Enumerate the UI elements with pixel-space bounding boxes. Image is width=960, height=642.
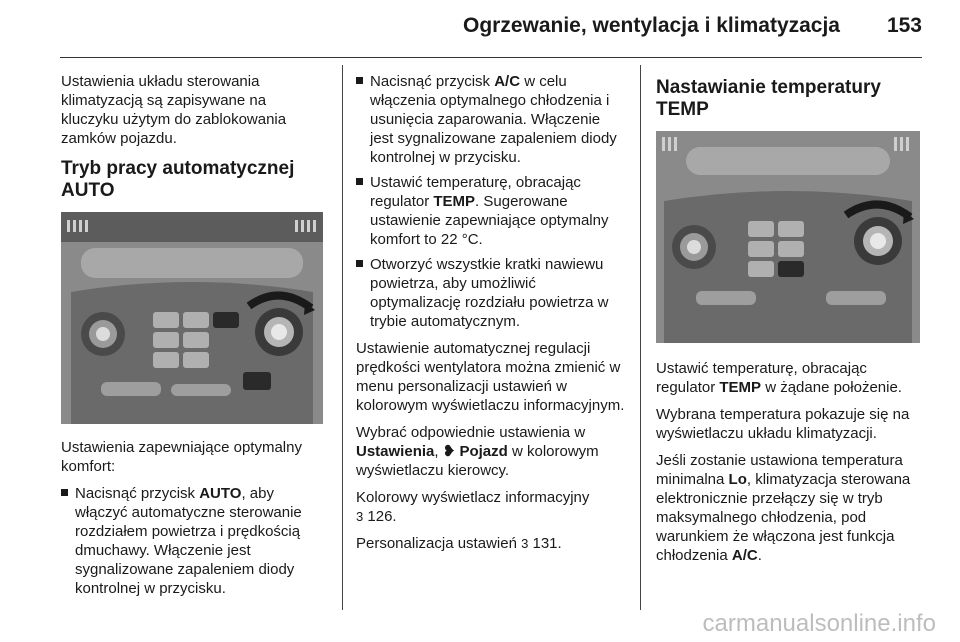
header-rule [60,57,922,58]
section-heading-auto: Tryb pracy automatycznej AUTO [61,158,295,201]
page-header-title: Ogrzewanie, wentylacja i klimatyzacja [462,14,840,37]
bullet-auto: Nacisnąć przycisk AUTO, aby włączyć automatyczne sterowanie rozdziałem powietrza i prędkością dmuchawy. Włączenie jest sygnalizowane zapaleniem diody kontrolnej w przycisku. [61,484,326,598]
personalization-reference: Personalizacja ustawień 3 131. [356,535,562,552]
display-temperature-paragraph: Wybrana temperatura pokazuje się na wyświetlaczu układu klimatyzacji. [656,406,910,442]
column-2 [356,72,626,561]
bullet-list-1 [61,484,326,598]
column-3 [656,72,922,573]
climate-panel-photo-temp [656,131,920,343]
minimum-temperature-paragraph: Jeśli zostanie ustawiona temperatura minimalna Lo, klimatyzacja sterowana elektronicznie przełączy się w tryb maksymalnego chłodzenia, pod warunkiem że włączona jest funkcja chłodzenia A/C. [656,452,911,564]
column-divider-2 [640,65,641,610]
climate-panel-figure-temp [656,131,920,343]
bullet-marker [356,260,363,267]
bullet-temp: Ustawić temperaturę, obracając regulator TEMP. Sugerowane ustawienie zapewniające optymalny komfort to 22 °C. [356,173,626,249]
page-reference-icon: 3 [356,509,364,524]
info-display-reference: Kolorowy wyświetlacz informacyjny 3 126. [356,489,590,525]
intro-paragraph: Ustawienia układu sterowania klimatyzacją są zapisywane na kluczyku użytym do zablokowania zamków pojazdu. [61,73,287,147]
page-reference-icon: 3 [521,536,529,551]
section-heading-temp: Nastawianie temperatury TEMP [656,77,881,120]
climate-panel-photo-auto [61,212,323,424]
bullet-marker [356,178,363,185]
vehicle-icon: ❥ [442,443,456,460]
bullet-ac: Nacisnąć przycisk A/C w celu włączenia optymalnego chłodzenia i usunięcia zaparowania. Włączenie jest sygnalizowane zapaleniem diody kontrolnej w przycisku. [356,72,626,167]
bullet-marker [61,489,68,496]
climate-panel-figure-auto [61,212,323,424]
bullet-list-2 [356,72,626,331]
watermark: carmanualsonline.info [702,610,936,637]
settings-path-paragraph: Wybrać odpowiednie ustawienia w Ustawienia, ❥ Pojazd w kolorowym wyświetlaczu kierowcy. [356,424,599,479]
comfort-settings-paragraph: Ustawienia zapewniające optymalny komfort: [61,439,302,475]
bullet-vents: Otworzyć wszystkie kratki nawiewu powietrza, aby umożliwić optymalizację rozdziału powietrza w trybie automatycznym. [356,255,626,331]
fan-speed-paragraph: Ustawienie automatycznej regulacji prędkości wentylatora można zmienić w menu personalizacji ustawień w kolorowym wyświetlaczu informacyjnym. [356,340,625,414]
bullet-marker [356,77,363,84]
page-number: 153 [886,14,922,37]
column-divider-1 [342,65,343,610]
set-temperature-paragraph: Ustawić temperaturę, obracając regulator TEMP w żądane położenie. [656,360,902,396]
column-1 [61,72,326,606]
